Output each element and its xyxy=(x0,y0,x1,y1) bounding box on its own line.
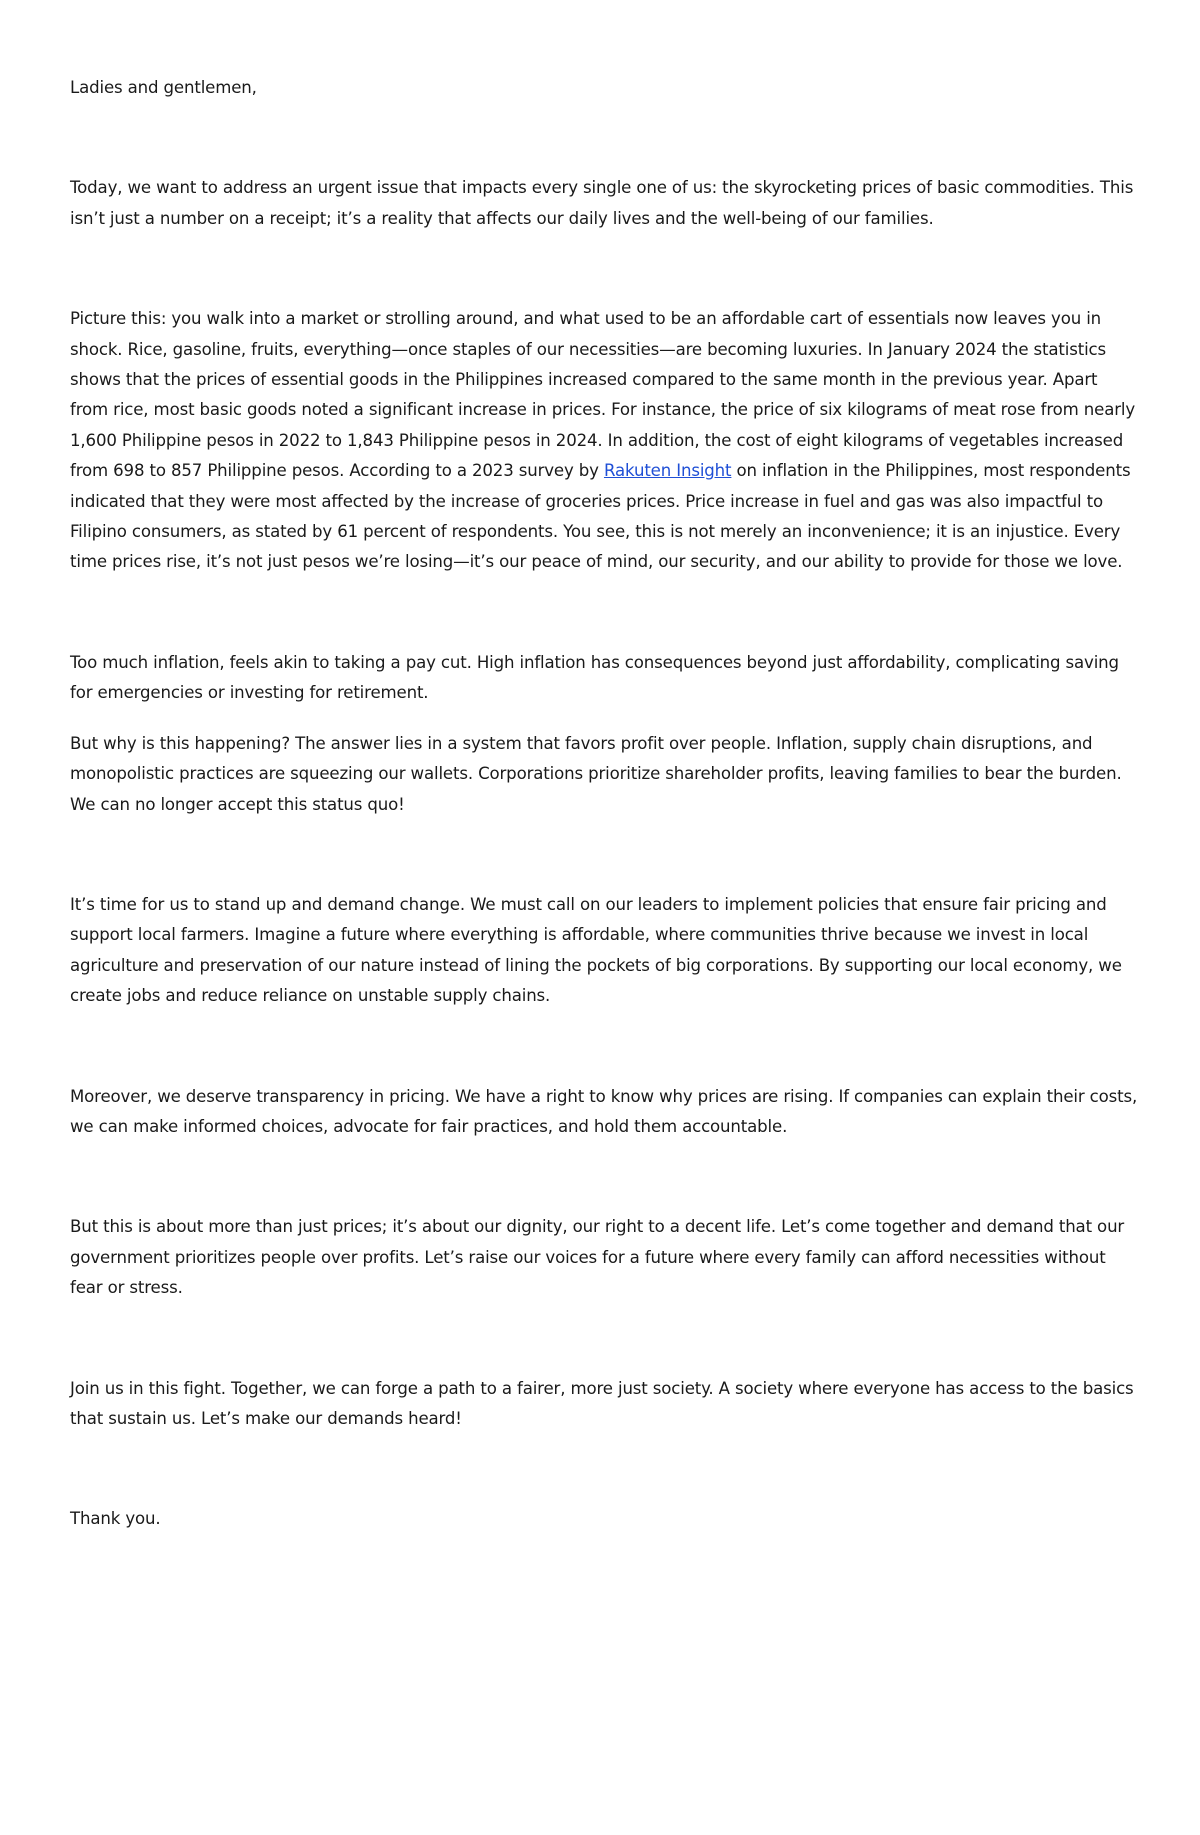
paragraph-inflation-pay-cut: Too much inflation, feels akin to taking a pay cut. High inflation has consequences beyond just affordability, complicating saving for emergencies or investing for retirement. xyxy=(70,652,1119,703)
rakuten-insight-link[interactable]: Rakuten Insight xyxy=(603,461,732,481)
salutation: Ladies and gentlemen, xyxy=(70,78,257,97)
paragraph-commodity-prices: Today, we want to address an urgent issue that impacts every single one of us: the skyrocketing prices of basic commodities. This isn’t just a number on a receipt; it’s a reality that affects our daily lives and the well-being of our families. xyxy=(70,178,1134,228)
document-body xyxy=(70,73,1138,1535)
paragraph-why-happening: But why is this happening? The answer lies in a system that favors profit over people. Inflation, supply chain disruptions, and monopolistic practices are squeezing our wallets. Corporations prioritize shareholder profits, leaving families to bear the burden. We can no longer accept this status quo! xyxy=(70,733,1122,814)
paragraph-join-us: Join us in this fight. Together, we can forge a path to a fairer, more just society. A society where everyone has access to the basics that sustain us. Let’s make our demands heard! xyxy=(70,1378,1134,1428)
paragraph-market-statistics xyxy=(70,304,1138,578)
paragraph-text-before-link: Picture this: you walk into a market or strolling around, and what used to be an affordable cart of essentials now leaves you in shock. Rice, gasoline, fruits, everything—once staples of our necessities—are becoming luxuries. In January 2024 the statistics shows that the prices of essential goods in the Philippines increased compared to the same month in the previous year. Apart from rice, most basic goods noted a significant increase in prices. For instance, the price of six kilograms of meat rose from nearly 1,600 Philippine pesos in 2022 to 1,843 Philippine pesos in 2024. In addition, the cost of eight kilograms of vegetables increased from 698 to 857 Philippine pesos. According to a 2023 survey by xyxy=(70,309,1136,481)
paragraph-transparency: Moreover, we deserve transparency in pricing. We have a right to know why prices are rising. If companies can explain their costs, we can make informed choices, advocate for fair practices, and hold them accountable. xyxy=(70,1086,1138,1136)
closing-thank-you: Thank you. xyxy=(70,1509,161,1529)
paragraph-demand-change: It’s time for us to stand up and demand change. We must call on our leaders to implement policies that ensure fair pricing and support local farmers. Imagine a future where everything is affordable, where communities thrive because we invest in local agriculture and preservation of our nature instead of lining the pockets of big corporations. By supporting our local economy, we create jobs and reduce reliance on unstable supply chains. xyxy=(70,894,1122,1006)
paragraph-dignity: But this is about more than just prices; it’s about our dignity, our right to a decent life. Let’s come together and demand that our government prioritizes people over profits. Let’s raise our voices for a future where every family can afford necessities without fear or stress. xyxy=(70,1217,1125,1298)
paragraph-text-after-link: on inflation in the Philippines, most respondents indicated that they were most affected by the increase of groceries prices. Price increase in fuel and gas was also impactful to Filipino consumers, as stated by 61 percent of respondents. You see, this is not merely an inconvenience; it is an injustice. Every time prices rise, it’s not just pesos we’re losing—it’s our peace of mind, our security, and our ability to provide for those we love. xyxy=(70,461,1131,572)
